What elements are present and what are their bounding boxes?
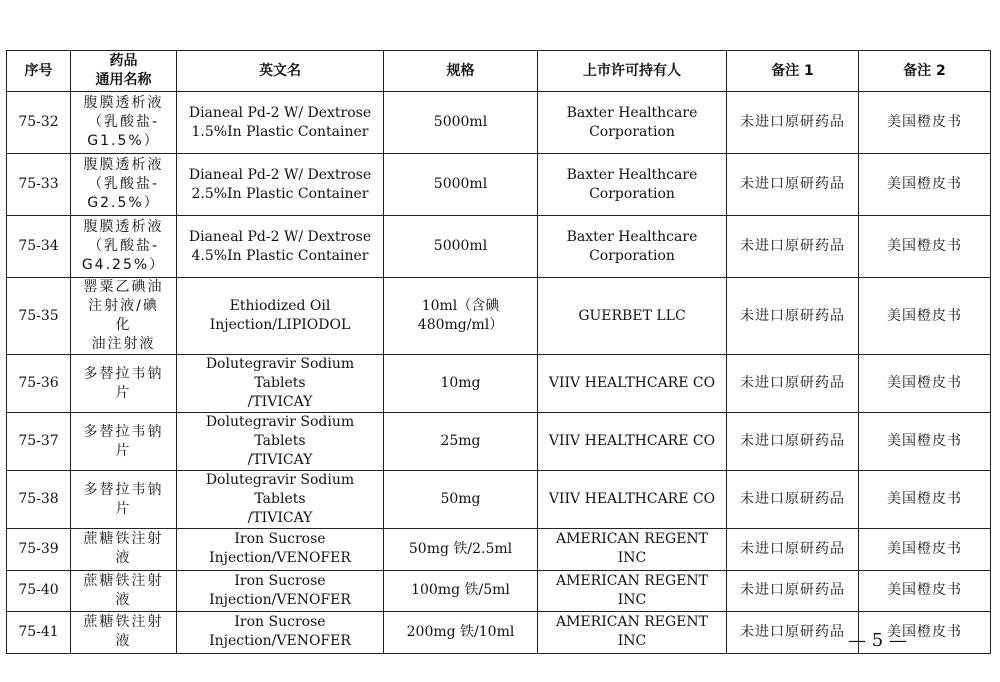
cell-generic-name-line: 片 — [115, 500, 132, 517]
cell-generic-name-line: 多替拉韦钠 — [83, 365, 164, 382]
cell-generic-name-line: G2.5%） — [87, 195, 160, 211]
cell-holder — [538, 278, 727, 355]
cell-spec — [384, 154, 538, 216]
header-generic-name-line1: 药品 — [109, 53, 138, 69]
table-row — [7, 278, 991, 355]
cell-generic-name — [71, 355, 177, 413]
header-row — [7, 51, 991, 92]
cell-spec — [384, 570, 538, 612]
cell-english-name — [177, 355, 384, 413]
cell-holder-line: AMERICAN REGENT — [555, 531, 708, 548]
cell-note2: 美国橙皮书 — [859, 471, 991, 529]
cell-seq: 75-33 — [7, 154, 71, 216]
cell-english-name-line: Dolutegravir Sodium Tablets — [205, 414, 355, 449]
header-seq: 序号 — [7, 51, 71, 92]
table-row — [7, 471, 991, 529]
header-note1: 备注 1 — [727, 51, 859, 92]
cell-english-name-line: /TIVICAY — [247, 394, 313, 410]
cell-generic-name-line: 液 — [115, 633, 132, 650]
cell-holder — [538, 216, 727, 278]
cell-seq: 75-32 — [7, 92, 71, 154]
cell-seq: 75-41 — [7, 612, 71, 654]
cell-note1: 未进口原研药品 — [727, 154, 859, 216]
table-row — [7, 355, 991, 413]
header-english-name: 英文名 — [177, 51, 384, 92]
cell-note1: 未进口原研药品 — [727, 570, 859, 612]
cell-spec-line: 10mg — [440, 375, 481, 391]
table-row — [7, 413, 991, 471]
cell-english-name — [177, 154, 384, 216]
cell-spec-line: 5000ml — [433, 176, 488, 192]
cell-generic-name — [71, 278, 177, 355]
cell-generic-name — [71, 413, 177, 471]
cell-generic-name — [71, 612, 177, 654]
cell-holder-line: Corporation — [589, 185, 675, 202]
cell-note2: 美国橙皮书 — [859, 355, 991, 413]
cell-english-name — [177, 413, 384, 471]
cell-generic-name — [71, 570, 177, 612]
cell-note1: 未进口原研药品 — [727, 529, 859, 571]
table-row — [7, 216, 991, 278]
cell-english-name-line: Injection/LIPIODOL — [209, 317, 351, 333]
cell-english-name-line: Ethiodized Oil — [229, 298, 331, 314]
cell-generic-name-line: （乳酸盐- — [87, 238, 160, 254]
cell-spec-line: 200mg 铁/10ml — [406, 623, 515, 640]
cell-holder-line: INC — [617, 633, 647, 650]
cell-holder-line: Corporation — [589, 123, 675, 140]
cell-holder-line: GUERBET LLC — [578, 307, 686, 324]
cell-generic-name-line: 腹膜透析液 — [83, 219, 164, 235]
cell-spec — [384, 612, 538, 654]
cell-spec-line: 5000ml — [433, 238, 488, 254]
cell-english-name-line: 4.5%In Plastic Container — [191, 247, 369, 264]
cell-generic-name-line: 液 — [115, 591, 132, 608]
cell-seq: 75-34 — [7, 216, 71, 278]
cell-english-name-line: Injection/VENOFER — [209, 591, 351, 608]
cell-note1: 未进口原研药品 — [727, 413, 859, 471]
cell-english-name — [177, 570, 384, 612]
cell-spec — [384, 413, 538, 471]
header-generic-name — [71, 51, 177, 92]
cell-generic-name-line: 罂粟乙碘油 — [83, 279, 164, 295]
cell-english-name — [177, 529, 384, 571]
cell-note1: 未进口原研药品 — [727, 92, 859, 154]
header-spec: 规格 — [384, 51, 538, 92]
cell-holder — [538, 154, 727, 216]
cell-generic-name-line: 液 — [115, 550, 132, 567]
cell-holder — [538, 612, 727, 654]
cell-generic-name-line: G1.5%） — [87, 133, 160, 149]
cell-english-name-line: Dianeal Pd-2 W/ Dextrose — [188, 104, 372, 121]
cell-spec — [384, 529, 538, 571]
cell-note2: 美国橙皮书 — [859, 570, 991, 612]
cell-spec-line: 10ml（含碘 — [421, 298, 500, 314]
cell-holder-line: VIIV HEALTHCARE CO — [548, 433, 716, 449]
cell-holder-line: Corporation — [589, 247, 675, 264]
table-body — [7, 92, 991, 654]
cell-spec-line: 100mg 铁/5ml — [411, 582, 510, 599]
cell-generic-name-line: 片 — [115, 442, 132, 459]
cell-generic-name-line: 多替拉韦钠 — [83, 423, 164, 440]
cell-seq: 75-38 — [7, 471, 71, 529]
cell-spec — [384, 216, 538, 278]
cell-generic-name-line: （乳酸盐- — [87, 114, 160, 130]
table-row — [7, 570, 991, 612]
cell-spec-line: 5000ml — [433, 114, 488, 130]
cell-english-name-line: /TIVICAY — [247, 452, 313, 468]
cell-english-name — [177, 92, 384, 154]
cell-english-name — [177, 612, 384, 654]
cell-generic-name-line: 注射液/碘化 — [88, 298, 159, 333]
cell-note2: 美国橙皮书 — [859, 612, 991, 654]
cell-generic-name-line: 蔗糖铁注射 — [83, 531, 164, 548]
cell-english-name-line: /TIVICAY — [247, 510, 313, 526]
cell-generic-name-line: 腹膜透析液 — [83, 95, 164, 111]
table-row — [7, 154, 991, 216]
cell-generic-name-line: 多替拉韦钠 — [83, 481, 164, 498]
cell-generic-name-line: 蔗糖铁注射 — [83, 572, 164, 589]
cell-generic-name — [71, 92, 177, 154]
header-holder: 上市许可持有人 — [538, 51, 727, 92]
cell-seq: 75-37 — [7, 413, 71, 471]
cell-spec — [384, 355, 538, 413]
cell-holder-line: INC — [617, 550, 647, 567]
cell-holder-line: AMERICAN REGENT — [555, 572, 708, 589]
cell-generic-name — [71, 216, 177, 278]
cell-note2: 美国橙皮书 — [859, 216, 991, 278]
cell-note2: 美国橙皮书 — [859, 278, 991, 355]
cell-note2: 美国橙皮书 — [859, 529, 991, 571]
cell-holder-line: VIIV HEALTHCARE CO — [548, 375, 716, 391]
cell-english-name-line: Iron Sucrose — [234, 531, 326, 548]
cell-holder — [538, 529, 727, 571]
cell-english-name-line: Injection/VENOFER — [209, 550, 351, 567]
cell-spec-line: 50mg — [440, 491, 481, 507]
cell-generic-name — [71, 154, 177, 216]
cell-generic-name-line: G4.25%） — [81, 257, 166, 273]
cell-english-name-line: Iron Sucrose — [234, 572, 326, 589]
cell-holder — [538, 355, 727, 413]
cell-seq: 75-36 — [7, 355, 71, 413]
drug-list-table — [6, 50, 991, 654]
cell-spec-line: 480mg/ml） — [417, 317, 504, 333]
cell-generic-name-line: 蔗糖铁注射 — [83, 614, 164, 631]
cell-note1: 未进口原研药品 — [727, 278, 859, 355]
cell-note1: 未进口原研药品 — [727, 216, 859, 278]
cell-spec — [384, 278, 538, 355]
table-row — [7, 92, 991, 154]
cell-note2: 美国橙皮书 — [859, 154, 991, 216]
cell-spec-line: 25mg — [440, 433, 481, 449]
cell-english-name-line: Injection/VENOFER — [209, 633, 351, 650]
table-row — [7, 529, 991, 571]
cell-generic-name-line: 片 — [115, 384, 132, 401]
cell-spec — [384, 471, 538, 529]
cell-holder — [538, 413, 727, 471]
cell-english-name-line: 1.5%In Plastic Container — [191, 123, 369, 140]
cell-holder-line: VIIV HEALTHCARE CO — [548, 491, 716, 507]
cell-english-name — [177, 278, 384, 355]
cell-holder-line: INC — [617, 591, 647, 608]
cell-holder-line: AMERICAN REGENT — [555, 614, 708, 631]
cell-holder-line: Baxter Healthcare — [566, 166, 698, 183]
cell-english-name — [177, 216, 384, 278]
cell-english-name-line: Dianeal Pd-2 W/ Dextrose — [188, 228, 372, 245]
cell-generic-name — [71, 471, 177, 529]
cell-spec — [384, 92, 538, 154]
header-note2: 备注 2 — [859, 51, 991, 92]
cell-note1: 未进口原研药品 — [727, 612, 859, 654]
cell-seq: 75-40 — [7, 570, 71, 612]
cell-holder-line: Baxter Healthcare — [566, 228, 698, 245]
cell-generic-name — [71, 529, 177, 571]
cell-note2: 美国橙皮书 — [859, 413, 991, 471]
cell-generic-name-line: 腹膜透析液 — [83, 157, 164, 173]
header-generic-name-line2: 通用名称 — [95, 72, 152, 88]
cell-seq: 75-35 — [7, 278, 71, 355]
cell-english-name-line: Dolutegravir Sodium Tablets — [205, 472, 355, 507]
cell-note2: 美国橙皮书 — [859, 92, 991, 154]
cell-holder-line: Baxter Healthcare — [566, 104, 698, 121]
cell-seq: 75-39 — [7, 529, 71, 571]
cell-english-name-line: Dolutegravir Sodium Tablets — [205, 356, 355, 391]
cell-spec-line: 50mg 铁/2.5ml — [408, 540, 513, 557]
cell-generic-name-line: 油注射液 — [91, 336, 156, 352]
page-number: — 5 — — [848, 630, 907, 651]
cell-english-name-line: Dianeal Pd-2 W/ Dextrose — [188, 166, 372, 183]
cell-holder — [538, 471, 727, 529]
cell-holder — [538, 570, 727, 612]
cell-generic-name-line: （乳酸盐- — [87, 176, 160, 192]
cell-english-name-line: 2.5%In Plastic Container — [191, 185, 369, 202]
cell-english-name-line: Iron Sucrose — [234, 614, 326, 631]
cell-english-name — [177, 471, 384, 529]
cell-note1: 未进口原研药品 — [727, 471, 859, 529]
cell-note1: 未进口原研药品 — [727, 355, 859, 413]
cell-holder — [538, 92, 727, 154]
